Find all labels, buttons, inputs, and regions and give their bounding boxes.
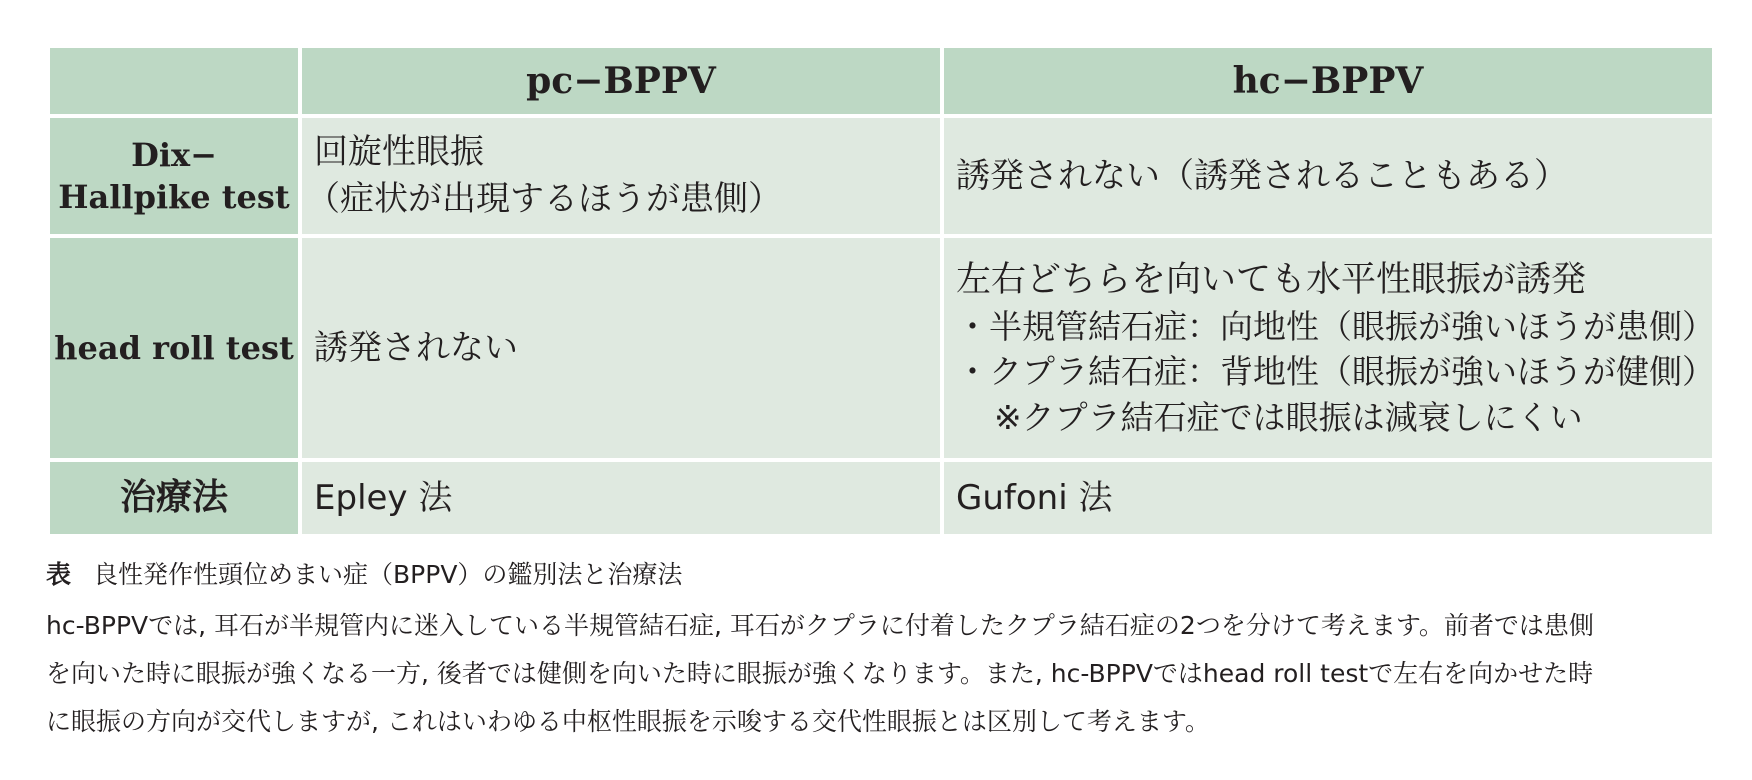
cell-line: Gufoni 法: [956, 477, 1113, 518]
table-row-treatment: [48, 460, 1714, 536]
header-hc-bppv: hc−BPPV: [942, 46, 1714, 116]
row-label-dix-hallpike: [48, 116, 300, 236]
table-row-head-roll: [48, 236, 1714, 460]
description-paragraph: [46, 602, 1712, 746]
cell-line: 左右どちらを向いても水平性眼振が誘発: [956, 259, 1587, 300]
description-line: hc-BPPVでは, 耳石が半規管内に迷入している半規管結石症, 耳石がクプラに付着したクプラ結石症の2つを分けて考えます。前者では患側: [46, 611, 1594, 640]
cell-head-roll-hc: [942, 236, 1714, 460]
description-line: に眼振の方向が交代しますが, これはいわゆる中枢性眼振を示唆する交代性眼振とは区別して考えます。: [46, 707, 1210, 736]
row-label-treatment: 治療法: [48, 460, 300, 536]
cell-treatment-pc: [300, 460, 942, 536]
cell-treatment-hc: [942, 460, 1714, 536]
description-line: を向いた時に眼振が強くなる一方, 後者では健側を向いた時に眼振が強くなります。また, hc-BPPVではhead roll testで左右を向かせた時: [46, 659, 1594, 688]
caption-label: 表: [46, 560, 72, 589]
table-caption: [46, 560, 1712, 590]
header-pc-bppv: pc−BPPV: [300, 46, 942, 116]
cell-dix-hallpike-pc: [300, 116, 942, 236]
cell-line: 誘発されない: [314, 327, 518, 368]
row-label-line: Hallpike test: [58, 178, 290, 216]
cell-bullet-line: ・半規管結石症：向地性（眼振が強いほうが患側）: [956, 306, 1715, 346]
cell-dix-hallpike-hc: [942, 116, 1714, 236]
caption-text: 良性発作性頭位めまい症（BPPV）の鑑別法と治療法: [93, 560, 683, 589]
header-corner-cell: [48, 46, 300, 116]
table-row-dix-hallpike: [48, 116, 1714, 236]
cell-line: Epley 法: [314, 477, 453, 518]
cell-note-line: ※クプラ結石症では眼振は減衰しにくい: [994, 397, 1583, 437]
bppv-comparison-table: [46, 44, 1716, 538]
cell-line: 回旋性眼振: [314, 132, 484, 173]
cell-line: （症状が出現するほうが患側）: [306, 179, 782, 219]
table-header-row: [48, 46, 1714, 116]
cell-head-roll-pc: [300, 236, 942, 460]
cell-line: 誘発されない（誘発されることもある）: [956, 155, 1568, 196]
row-label-line: Dix−: [131, 135, 217, 174]
cell-bullet-line: ・クプラ結石症：背地性（眼振が強いほうが健側）: [956, 352, 1715, 392]
row-label-head-roll: head roll test: [48, 236, 300, 460]
